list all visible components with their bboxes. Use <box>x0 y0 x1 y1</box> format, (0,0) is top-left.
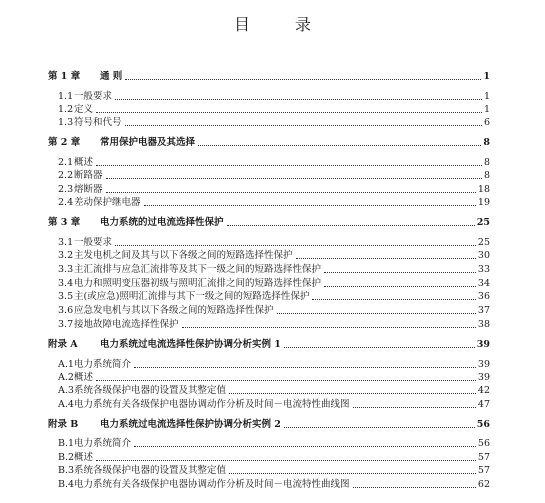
toc-entry-page: 8 <box>483 137 490 148</box>
dot-leader <box>284 427 475 428</box>
toc-entry-page: 25 <box>477 237 490 248</box>
toc-section-entry[interactable] <box>58 318 490 331</box>
toc-section-entry[interactable] <box>58 358 490 371</box>
toc-entry-page: 62 <box>477 479 490 490</box>
toc-entry-title: 电力系统简介 <box>74 359 132 370</box>
toc-entry-number: 3.3 <box>58 264 74 275</box>
toc-entry-number: 第 3 章 <box>48 217 81 228</box>
toc-section-entry[interactable] <box>58 371 490 384</box>
toc-section-entry[interactable] <box>58 398 490 411</box>
dot-leader <box>115 245 476 246</box>
toc-entry-title: 断路器 <box>74 170 103 181</box>
dot-leader <box>353 487 476 488</box>
dot-leader <box>125 79 481 80</box>
toc-entry-title: 电力系统的过电流选择性保护 <box>100 217 224 228</box>
toc-entry-title: 通 则 <box>100 71 123 82</box>
toc-entry-number: 2.4 <box>58 197 74 208</box>
toc-chapter-entry[interactable] <box>48 136 490 149</box>
toc-entry-page: 39 <box>477 359 490 370</box>
toc-entry-page: 57 <box>477 452 490 463</box>
toc-entry-number: 附录 A <box>48 339 78 350</box>
toc-entry-number: A.4 <box>58 399 74 410</box>
toc-entry-title: 概述 <box>74 372 94 383</box>
toc-section-entry[interactable] <box>58 116 490 129</box>
toc-entry-number: B.1 <box>58 438 75 449</box>
toc-entry-number: B.3 <box>58 465 75 476</box>
toc-entry-title: 电力系统有关各级保护电器协调动作分析及时间－电流特性曲线图 <box>74 479 350 490</box>
toc-entry-title: 概述 <box>74 452 94 463</box>
toc-entry-number: 2.3 <box>58 184 74 195</box>
toc-entry-title: 主汇流排与应急汇流排等及其下一级之间的短路选择性保护 <box>74 264 322 275</box>
dot-leader <box>144 205 476 206</box>
dot-leader <box>324 272 476 273</box>
dot-leader <box>296 258 476 259</box>
dot-leader <box>96 460 476 461</box>
dot-leader <box>96 380 476 381</box>
toc-section-entry[interactable] <box>58 437 490 450</box>
toc-section-entry[interactable] <box>58 451 490 464</box>
toc-entry-page: 1 <box>483 71 490 82</box>
dot-leader <box>229 393 476 394</box>
toc-entry-number: 2.1 <box>58 157 74 168</box>
toc-section-entry[interactable] <box>58 249 490 262</box>
dot-leader <box>106 192 476 193</box>
toc-entry-page: 25 <box>476 217 490 228</box>
toc-chapter-entry[interactable] <box>48 70 490 83</box>
toc-chapter-entry[interactable] <box>48 418 490 431</box>
toc-entry-number: 3.5 <box>58 291 74 302</box>
toc-entry-number: 1.3 <box>58 117 74 128</box>
dot-leader <box>277 313 476 314</box>
dot-leader <box>125 125 482 126</box>
page-title: 目 录 <box>233 15 332 34</box>
toc-entry-number: B.4 <box>58 479 75 490</box>
toc-entry-number: B.2 <box>58 452 75 463</box>
toc-entry-title: 接地故障电流选择性保护 <box>74 319 179 330</box>
toc-section-entry[interactable] <box>58 478 490 491</box>
toc-entry-number: 1.2 <box>58 104 74 115</box>
dot-leader <box>115 99 482 100</box>
toc-entry-number: A.1 <box>58 359 74 370</box>
dot-leader <box>229 473 476 474</box>
toc-entry-number: 第 2 章 <box>48 137 81 148</box>
dot-leader <box>284 347 475 348</box>
toc-entry-title: 一般要求 <box>74 91 113 102</box>
toc-section-entry[interactable] <box>58 304 490 317</box>
toc-entry-number: 3.1 <box>58 237 74 248</box>
toc-entry-page: 18 <box>477 184 490 195</box>
toc-entry-number: A.3 <box>58 385 74 396</box>
toc-entry-page: 42 <box>477 385 490 396</box>
dot-leader <box>96 165 482 166</box>
dot-leader <box>134 367 476 368</box>
toc-section-entry[interactable] <box>58 183 490 196</box>
toc-entry-title: 主发电机之间及其与以下各级之间的短路选择性保护 <box>74 250 293 261</box>
toc-entry-number: 附录 B <box>48 419 79 430</box>
toc-entry-title: 主(或应急)照明汇流排与其下一级之间的短路选择性保护 <box>74 291 310 302</box>
dot-leader <box>96 112 482 113</box>
toc-entry-number: 3.6 <box>58 305 74 316</box>
toc-entry-title: 电力系统过电流选择性保护协调分析实例 2 <box>100 419 281 430</box>
toc-entry-title: 系统各级保护电器的设置及其整定值 <box>74 385 227 396</box>
toc-entry-page: 1 <box>483 91 490 102</box>
toc-entry-page: 57 <box>477 465 490 476</box>
toc-entry-page: 39 <box>476 339 490 350</box>
toc-entry-number: 第 1 章 <box>48 71 81 82</box>
toc-section-entry[interactable] <box>58 156 490 169</box>
toc-section-entry[interactable] <box>58 277 490 290</box>
toc-entry-page: 30 <box>477 250 490 261</box>
dot-leader <box>198 145 481 146</box>
toc-entry-title: 一般要求 <box>74 237 113 248</box>
toc-entry-title: 电力系统过电流选择性保护协调分析实例 1 <box>100 339 281 350</box>
toc-entry-page: 56 <box>476 419 490 430</box>
toc-section-entry[interactable] <box>58 196 490 209</box>
dot-leader <box>182 327 476 328</box>
toc-entry-number: 3.7 <box>58 319 74 330</box>
toc-chapter-entry[interactable] <box>48 338 490 351</box>
toc-section-entry[interactable] <box>58 263 490 276</box>
toc-entry-title: 熔断器 <box>74 184 103 195</box>
toc-entry-page: 39 <box>477 372 490 383</box>
toc-entry-title: 符号和代号 <box>74 117 122 128</box>
toc-entry-page: 1 <box>483 104 490 115</box>
toc-section-entry[interactable] <box>58 169 490 182</box>
toc-entry-page: 6 <box>483 117 490 128</box>
dot-leader <box>312 299 475 300</box>
dot-leader <box>106 178 482 179</box>
toc-entry-number: 2.2 <box>58 170 74 181</box>
toc-entry-title: 系统各级保护电器的设置及其整定值 <box>74 465 227 476</box>
toc-section-entry[interactable] <box>58 384 490 397</box>
toc-section-entry[interactable] <box>58 236 490 249</box>
toc-entry-title: 应急发电机与其以下各级之间的短路选择性保护 <box>74 305 274 316</box>
toc-section-entry[interactable] <box>58 103 490 116</box>
toc-entry-page: 33 <box>477 264 490 275</box>
toc-entry-page: 47 <box>477 399 490 410</box>
toc-entry-title: 定义 <box>74 104 94 115</box>
dot-leader <box>227 225 475 226</box>
dot-leader <box>324 286 476 287</box>
toc-section-entry[interactable] <box>58 290 490 303</box>
toc-entry-number: 3.4 <box>58 278 74 289</box>
toc-entry-page: 38 <box>477 319 490 330</box>
toc-entry-page: 37 <box>477 305 490 316</box>
toc-entry-page: 34 <box>477 278 490 289</box>
toc-entry-page: 36 <box>477 291 490 302</box>
toc-entry-title: 差动保护继电器 <box>74 197 141 208</box>
toc-entry-number: 3.2 <box>58 250 74 261</box>
toc-entry-page: 19 <box>477 197 490 208</box>
toc-section-entry[interactable] <box>58 464 490 477</box>
toc-entry-title: 电力系统有关各级保护电器协调动作分析及时间－电流特性曲线图 <box>74 399 350 410</box>
dot-leader <box>134 446 476 447</box>
toc-entry-number: A.2 <box>58 372 74 383</box>
toc-entry-number: 1.1 <box>58 91 74 102</box>
toc-entry-page: 56 <box>477 438 490 449</box>
toc-entry-title: 概述 <box>74 157 94 168</box>
toc-entry-page: 8 <box>483 170 490 181</box>
toc-entry-page: 8 <box>483 157 490 168</box>
toc-section-entry[interactable] <box>58 90 490 103</box>
toc-entry-title: 电力系统简介 <box>74 438 132 449</box>
toc-chapter-entry[interactable] <box>48 216 490 229</box>
dot-leader <box>353 407 476 408</box>
toc-entry-title: 电力和照明变压器初级与照明汇流排之间的短路选择性保护 <box>74 278 322 289</box>
toc-entry-title: 常用保护电器及其选择 <box>100 137 196 148</box>
